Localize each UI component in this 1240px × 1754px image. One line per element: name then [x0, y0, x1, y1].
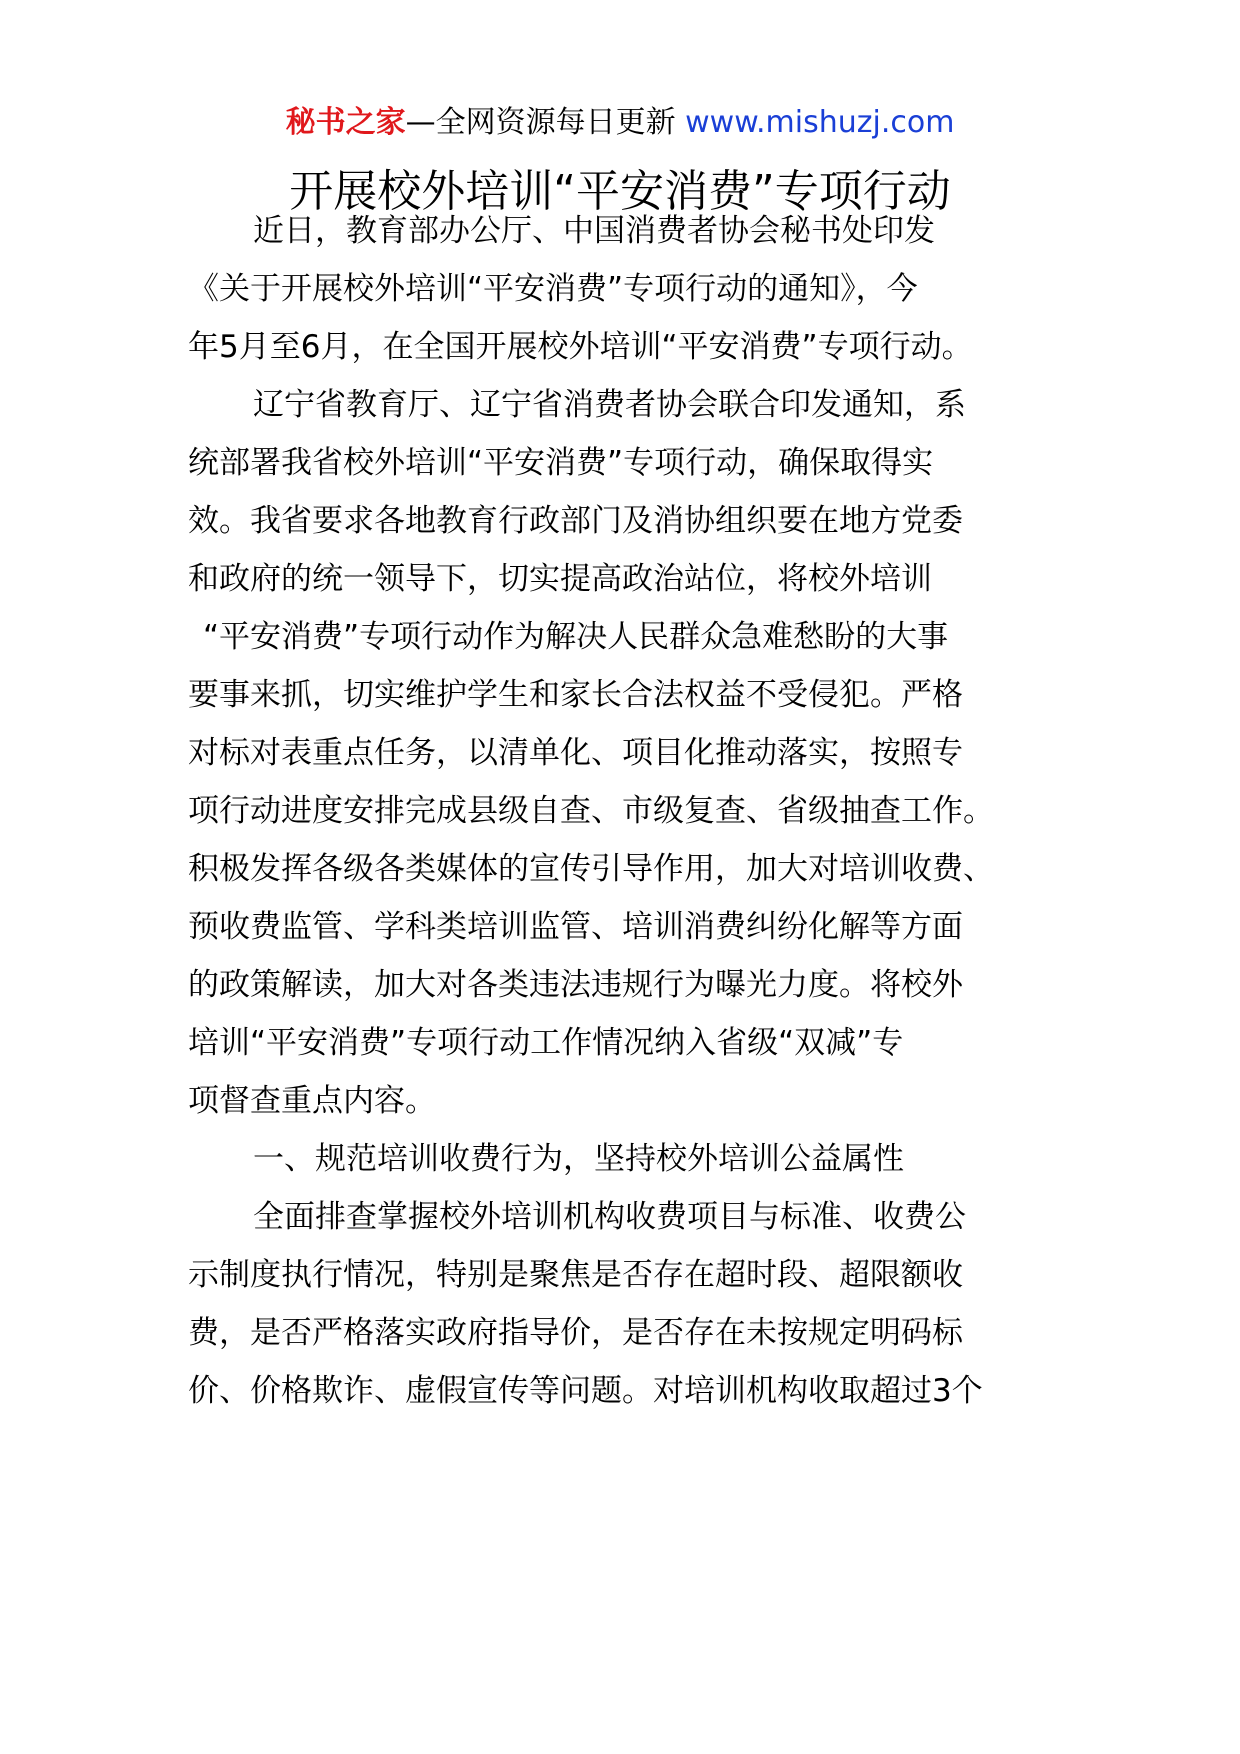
paragraph-line: 和政府的统一领导下，切实提高政治站位，将校外培训: [188, 561, 932, 597]
paragraph-line: 预收费监管、学科类培训监管、培训消费纠纷化解等方面: [188, 909, 963, 945]
paragraph-line: 对标对表重点任务，以清单化、项目化推动落实，按照专: [188, 735, 963, 771]
paragraph-line: 示制度执行情况，特别是聚焦是否存在超时段、超限额收: [188, 1257, 963, 1293]
paragraph-line: 辽宁省教育厅、辽宁省消费者协会联合印发通知，系: [253, 387, 966, 423]
paragraph-line: “平安消费”专项行动作为解决人民群众急难愁盼的大事: [203, 619, 949, 655]
paragraph-line: 统部署我省校外培训“平安消费”专项行动，确保取得实: [188, 445, 934, 481]
paragraph-line: 积极发挥各级各类媒体的宣传引导作用，加大对培训收费、: [188, 851, 994, 887]
section-heading: 一、规范培训收费行为，坚持校外培训公益属性: [253, 1141, 904, 1177]
paragraph-line: 项行动进度安排完成县级自查、市级复查、省级抽查工作。: [188, 793, 994, 829]
paragraph-line: 费，是否严格落实政府指导价，是否存在未按规定明码标: [188, 1315, 963, 1351]
paragraph-line: 全面排查掌握校外培训机构收费项目与标准、收费公: [253, 1199, 966, 1235]
brand-name: 秘书之家: [285, 105, 406, 140]
paragraph-line: 近日，教育部办公厅、中国消费者协会秘书处印发: [253, 213, 935, 249]
paragraph-line: 要事来抓，切实维护学生和家长合法权益不受侵犯。严格: [188, 677, 963, 713]
site-header: [0, 103, 1240, 143]
header-tagline: —全网资源每日更新: [405, 105, 686, 140]
paragraph-line: 《关于开展校外培训“平安消费”专项行动的通知》，今: [188, 271, 918, 307]
document-title: 开展校外培训“平安消费”专项行动: [289, 166, 951, 217]
site-url-link[interactable]: www.mishuzj.com: [685, 105, 955, 140]
paragraph-line: 价、价格欺诈、虚假宣传等问题。对培训机构收取超过3个: [188, 1373, 983, 1409]
paragraph-line: 项督查重点内容。: [188, 1083, 436, 1119]
paragraph-line: 的政策解读，加大对各类违法违规行为曝光力度。将校外: [188, 967, 963, 1003]
paragraph-line: 效。我省要求各地教育行政部门及消协组织要在地方党委: [188, 503, 963, 539]
paragraph-line: 年5月至6月，在全国开展校外培训“平安消费”专项行动。: [188, 329, 973, 365]
paragraph-line: 培训“平安消费”专项行动工作情况纳入省级“双减”专: [188, 1025, 904, 1061]
